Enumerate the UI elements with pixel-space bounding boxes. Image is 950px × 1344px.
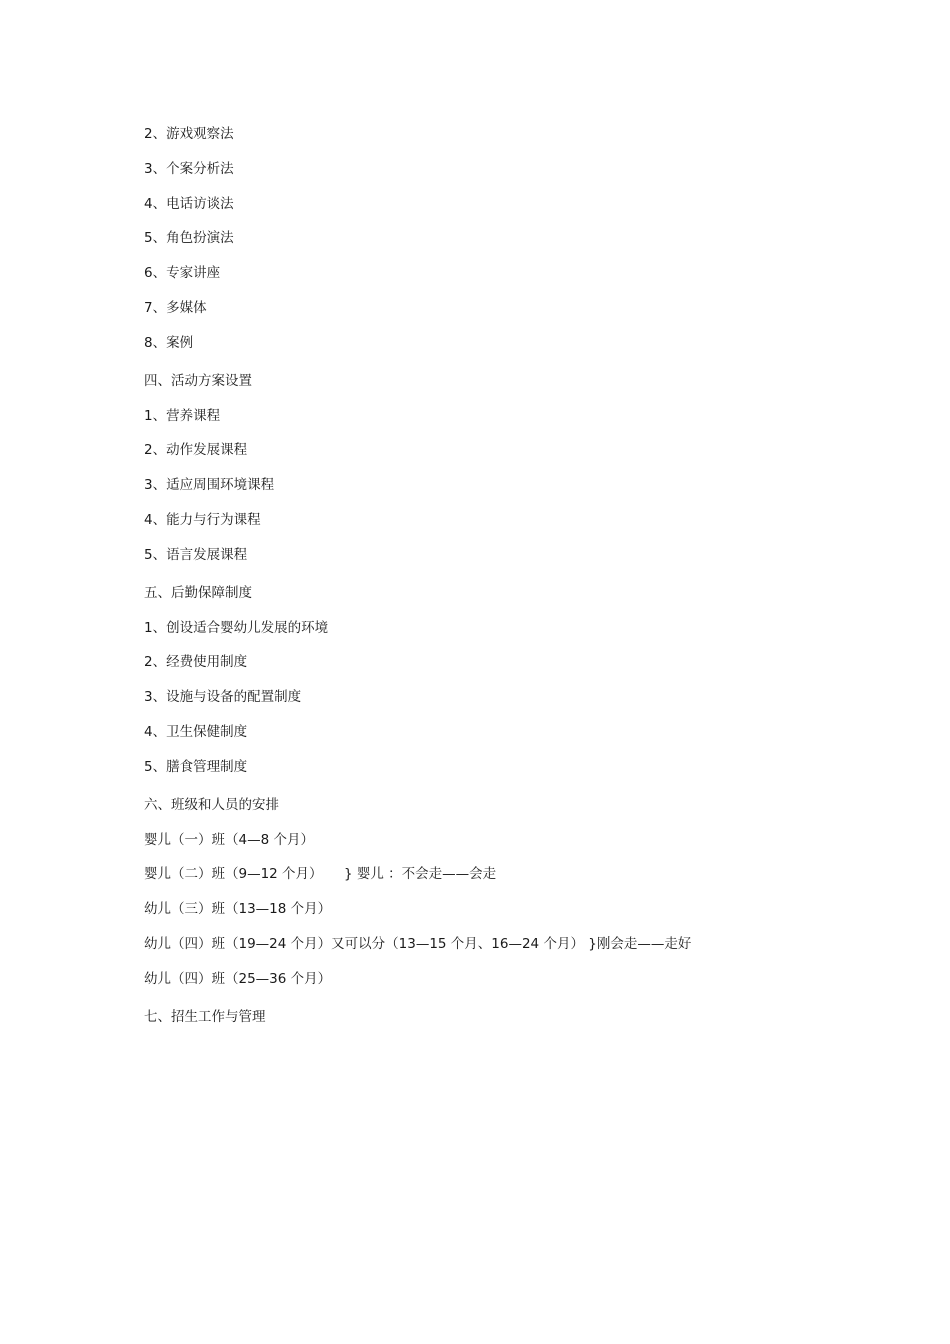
section-heading: 六、班级和人员的安排 [144,796,279,813]
section-activity-plan [144,371,844,565]
list-item: 4、卫生保健制度 [144,723,248,740]
section-logistics [144,583,844,777]
list-item: 6、专家讲座 [144,265,221,282]
list-item: 4、电话访谈法 [144,195,234,212]
methods-list [144,124,844,353]
list-item: 婴儿（一）班（4—8 个月） [144,831,314,848]
section-class-arrangement [144,795,844,989]
list-item: 7、多媒体 [144,299,207,316]
list-item: 幼儿（四）班（25—36 个月） [144,970,332,987]
list-item: 3、个案分析法 [144,160,234,177]
list-item: 幼儿（四）班（19—24 个月）又可以分（13—15 个月、16—24 个月） }刚会走——走好 [144,935,692,952]
list-item: 1、营养课程 [144,407,221,424]
section-heading: 四、活动方案设置 [144,372,252,389]
list-item: 3、设施与设备的配置制度 [144,689,302,706]
document-page [144,124,844,1042]
list-item: 3、适应周围环境课程 [144,477,275,494]
list-item: 5、角色扮演法 [144,230,234,247]
list-item: 8、案例 [144,334,194,351]
list-item: 4、能力与行为课程 [144,511,261,528]
list-item: 2、经费使用制度 [144,654,248,671]
list-item: 5、语言发展课程 [144,546,248,563]
section-heading: 七、招生工作与管理 [144,1008,266,1025]
section-enrollment [144,1007,844,1027]
list-item: 1、创设适合婴幼儿发展的环境 [144,619,329,636]
list-item: 2、动作发展课程 [144,442,248,459]
list-item: 婴儿（二）班（9—12 个月） } 婴儿 ：不会走——会走 [144,866,497,883]
list-item: 幼儿（三）班（13—18 个月） [144,901,332,918]
list-item: 5、膳食管理制度 [144,758,248,775]
section-heading: 五、后勤保障制度 [144,584,252,601]
list-item: 2、游戏观察法 [144,126,234,142]
